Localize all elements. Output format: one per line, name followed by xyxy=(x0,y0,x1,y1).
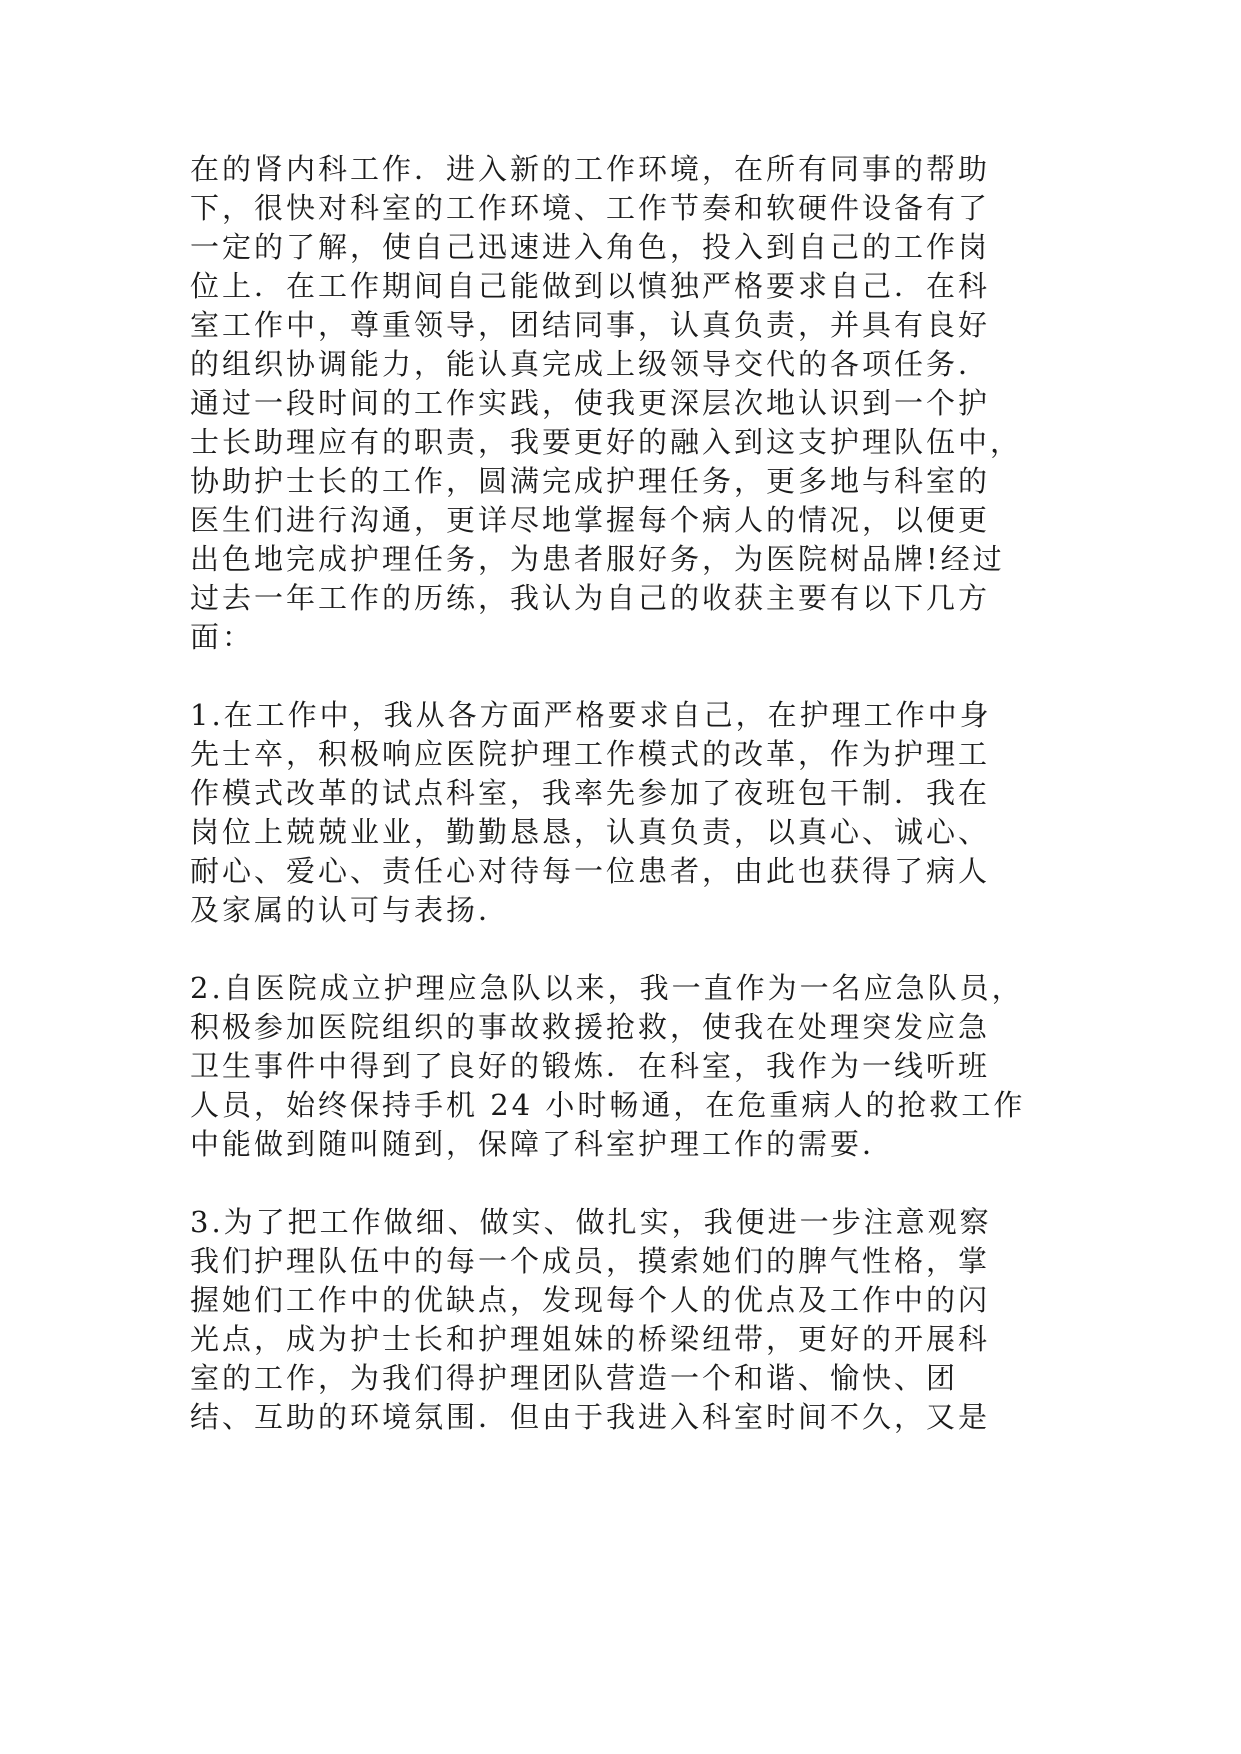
text-line: 积极参加医院组织的事故救援抢救，使我在处理突发应急 xyxy=(190,1010,991,1044)
text-line: 握她们工作中的优缺点，发现每个人的优点及工作中的闪 xyxy=(190,1283,991,1317)
text-line: 2.自医院成立护理应急队以来，我一直作为一名应急队员， xyxy=(190,971,1024,1005)
text-line: 过去一年工作的历练，我认为自己的收获主要有以下几方 xyxy=(190,581,991,615)
paragraph-item-1 xyxy=(190,696,1050,930)
text-line: 光点，成为护士长和护理姐妹的桥梁纽带，更好的开展科 xyxy=(190,1322,991,1356)
text-line: 卫生事件中得到了良好的锻炼．在科室，我作为一线听班 xyxy=(190,1049,991,1083)
text-line: 3.为了把工作做细、做实、做扎实，我便进一步注意观察 xyxy=(190,1205,992,1239)
text-line: 医生们进行沟通，更详尽地掌握每个病人的情况，以便更 xyxy=(190,503,991,537)
text-line: 我们护理队伍中的每一个成员，摸索她们的脾气性格，掌 xyxy=(190,1244,991,1278)
text-line: 下，很快对科室的工作环境、工作节奏和软硬件设备有了 xyxy=(190,191,991,225)
paragraph-intro xyxy=(190,150,1050,657)
paragraph-item-3 xyxy=(190,1203,1050,1437)
paragraph-spacer xyxy=(190,1164,1050,1203)
text-line: 先士卒，积极响应医院护理工作模式的改革，作为护理工 xyxy=(190,737,991,771)
text-line: 1.在工作中，我从各方面严格要求自己，在护理工作中身 xyxy=(190,698,992,732)
text-line: 中能做到随叫随到，保障了科室护理工作的需要． xyxy=(190,1127,895,1161)
text-line: 在的肾内科工作．进入新的工作环境，在所有同事的帮助 xyxy=(190,152,991,186)
text-line: 出色地完成护理任务，为患者服好务，为医院树品牌!经过 xyxy=(190,542,1005,576)
text-line: 室的工作，为我们得护理团队营造一个和谐、愉快、团 xyxy=(190,1361,959,1395)
text-line: 作模式改革的试点科室，我率先参加了夜班包干制．我在 xyxy=(190,776,991,810)
text-line: 士长助理应有的职责，我要更好的融入到这支护理队伍中， xyxy=(190,425,1023,459)
text-line: 人员，始终保持手机 24 小时畅通，在危重病人的抢救工作 xyxy=(190,1088,1026,1122)
text-line: 位上．在工作期间自己能做到以慎独严格要求自己．在科 xyxy=(190,269,991,303)
text-line: 的组织协调能力，能认真完成上级领导交代的各项任务． xyxy=(190,347,991,381)
document-body xyxy=(190,150,1050,1437)
paragraph-item-2 xyxy=(190,969,1050,1164)
text-line: 结、互助的环境氛围．但由于我进入科室时间不久，又是 xyxy=(190,1400,991,1434)
paragraph-spacer xyxy=(190,657,1050,696)
text-line: 室工作中，尊重领导，团结同事，认真负责，并具有良好 xyxy=(190,308,991,342)
paragraph-spacer xyxy=(190,930,1050,969)
text-line: 一定的了解，使自己迅速进入角色，投入到自己的工作岗 xyxy=(190,230,991,264)
text-line: 协助护士长的工作，圆满完成护理任务，更多地与科室的 xyxy=(190,464,991,498)
text-line: 岗位上兢兢业业，勤勤恳恳，认真负责，以真心、诚心、 xyxy=(190,815,991,849)
text-line: 及家属的认可与表扬． xyxy=(190,893,511,927)
text-line: 面： xyxy=(190,620,255,654)
text-line: 通过一段时间的工作实践，使我更深层次地认识到一个护 xyxy=(190,386,991,420)
text-line: 耐心、爱心、责任心对待每一位患者，由此也获得了病人 xyxy=(190,854,991,888)
